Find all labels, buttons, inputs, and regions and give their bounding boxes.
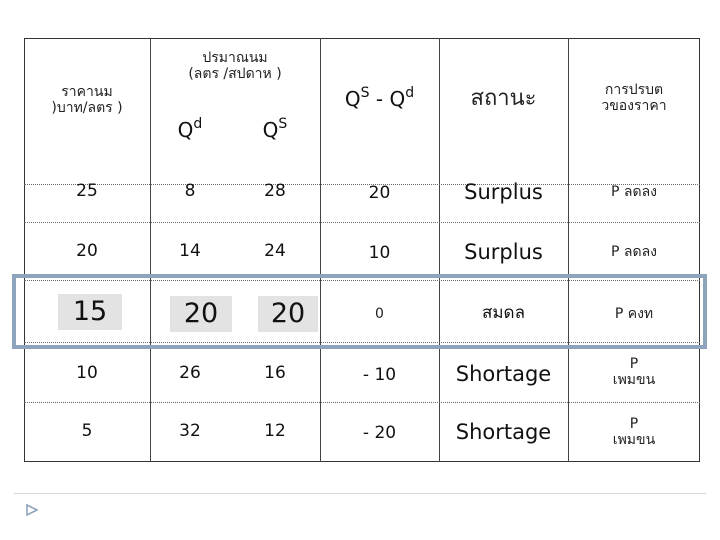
table-cell-price-highlight: 15 — [58, 294, 122, 330]
table-cell-qd: 14 — [179, 241, 201, 262]
table-cell-qs: 24 — [264, 241, 286, 262]
header-difference: Q S - Q d — [344, 84, 415, 111]
market-table — [24, 38, 700, 462]
table-cell-status: Surplus — [464, 239, 543, 264]
table-cell-difference: 0 — [375, 305, 384, 322]
equilibrium-highlight-box — [12, 274, 707, 349]
table-cell-qd-highlight: 20 — [170, 296, 232, 332]
header-qs: Q S — [262, 115, 288, 142]
table-cell-adjust: P คงท — [614, 305, 654, 322]
table-cell-status: Shortage — [455, 361, 552, 386]
row-divider — [24, 222, 700, 223]
table-cell-adjust: P ลดลง — [611, 183, 657, 200]
header-status: สถานะ — [470, 86, 537, 112]
table-cell-price: 20 — [76, 241, 98, 262]
header-adjust: การปรบต วของราคา — [601, 81, 667, 114]
table-cell-difference: - 10 — [362, 365, 397, 386]
row-divider — [24, 402, 700, 403]
table-cell-status: Surplus — [464, 179, 543, 204]
table-cell-qd: 32 — [179, 421, 201, 442]
triangle-bullet-icon — [26, 504, 38, 516]
table-cell-adjust: P ลดลง — [611, 243, 657, 260]
table-cell-qs: 12 — [264, 421, 286, 442]
table-cell-qd: 26 — [179, 363, 201, 384]
footer-divider — [14, 493, 706, 494]
table-cell-price: 5 — [81, 421, 93, 442]
table-cell-qd: 8 — [184, 181, 196, 202]
table-cell-adjust: P เพมขน — [612, 355, 656, 388]
table-cell-adjust: P เพมขน — [612, 415, 656, 448]
header-qd: Q d — [177, 115, 203, 142]
header-quantity: ปรมาณนม (ลตร /สปดาห ) — [188, 49, 282, 82]
table-cell-difference: 20 — [368, 183, 391, 204]
table-cell-status: สมดล — [481, 303, 526, 324]
table-cell-qs: 28 — [264, 181, 286, 202]
table-cell-difference: - 20 — [362, 423, 397, 444]
table-cell-status: Shortage — [455, 419, 552, 444]
table-cell-qs-highlight: 20 — [258, 296, 318, 332]
table-cell-price: 25 — [76, 181, 98, 202]
table-cell-price: 10 — [76, 363, 98, 384]
table-cell-qs: 16 — [264, 363, 286, 384]
table-cell-difference: 10 — [368, 243, 391, 264]
header-price: ราคานม )บาท/ลตร ) — [51, 83, 123, 116]
